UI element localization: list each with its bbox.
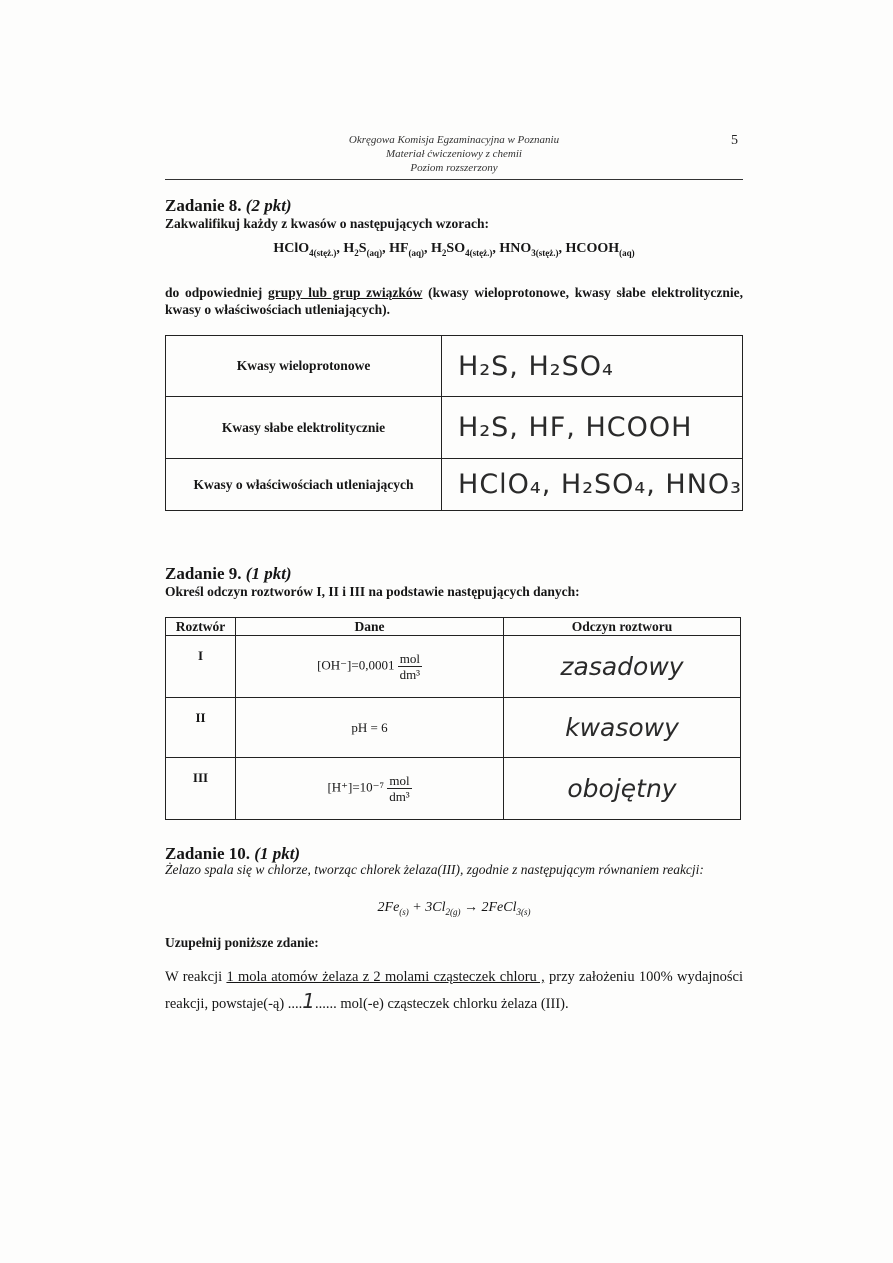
row-label: Kwasy słabe elektrolitycznie <box>166 397 442 459</box>
handwritten-answer[interactable]: zasadowy <box>504 636 741 698</box>
reaction-equation: $2Fe_{(s)} + 3Cl_{2(g)}$ → 2FeCl$_{3(s)}$ <box>377 900 531 917</box>
header-divider <box>165 179 743 180</box>
solution-id: III <box>166 758 236 820</box>
unit-fraction: $\frac{\text{mol}}{\text{dm³}}$ <box>389 773 410 804</box>
formula-hcooh: $HCOOH_{(aq)}$ <box>565 241 635 258</box>
task9-points: (1 pkt) <box>245 564 292 583</box>
task8-text-after: (kwasy wieloprotonowe, kwasy słabe elektrolitycznie, kwasy o właściwościach utleniających). <box>165 285 744 317</box>
task8-classification-text <box>165 284 743 318</box>
table-row <box>166 397 743 459</box>
task10-sentence: W reakcji 1 mola atomów żelaza z 2 molami cząsteczek chloru , przy założeniu 100% wydajności reakcji, powstaje(-ą) ....1...... mol(-e) cząsteczek chlorku żelaza (III). <box>165 969 744 1013</box>
table-row <box>166 636 741 698</box>
formula-h2s: $H_2S_{(aq)}$, <box>343 241 386 258</box>
task8-points: (2 pkt) <box>245 196 292 215</box>
table-row <box>166 698 741 758</box>
handwritten-answer[interactable]: H₂S, H₂SO₄ <box>442 336 743 397</box>
formula-hf: $HF_{(aq)}$, <box>389 241 428 258</box>
table-row <box>166 459 743 511</box>
task10-title-text: Zadanie 10. <box>165 844 251 863</box>
task9-title <box>165 564 292 584</box>
header-line-2: Materiał ćwiczeniowy z chemii <box>386 148 522 160</box>
col-header-solution: Roztwór <box>166 618 236 636</box>
table-header-row <box>166 618 741 636</box>
task9-table <box>165 617 741 820</box>
table-row <box>166 758 741 820</box>
header-line-3: Poziom rozszerzony <box>410 162 498 174</box>
formula-h2so4: $H_2SO_{4(stęż.)}$, <box>431 241 496 258</box>
task10-instruction: Uzupełnij poniższe zdanie: <box>165 935 319 950</box>
col-header-result: Odczyn roztworu <box>504 618 741 636</box>
solution-data <box>236 636 504 698</box>
formula-hno3: $HNO_{3(stęż.)}$, <box>499 241 562 258</box>
task8-answer-table <box>165 335 743 511</box>
task10-intro: Żelazo spala się w chlorze, tworząc chlorek żelaza(III), zgodnie z następującym równaniem reakcji: <box>165 862 704 877</box>
table-row <box>166 336 743 397</box>
solution-id: II <box>166 698 236 758</box>
solution-data <box>236 758 504 820</box>
task8-instruction: Zakwalifikuj każdy z kwasów o następujących wzorach: <box>165 216 490 231</box>
handwritten-answer[interactable]: kwasowy <box>504 698 741 758</box>
col-header-data: Dane <box>236 618 504 636</box>
page-number: 5 <box>731 133 738 148</box>
data-value: [H⁺]=10⁻⁷ <box>327 779 385 795</box>
page-header <box>165 133 743 175</box>
task8-title-text: Zadanie 8. <box>165 196 242 215</box>
sentence-underlined: 1 mola atomów żelaza z 2 molami cząsteczek chloru , <box>226 969 545 985</box>
row-label: Kwasy wieloprotonowe <box>166 336 442 397</box>
handwritten-answer[interactable]: HClO₄, H₂SO₄, HNO₃ <box>442 459 743 511</box>
task8-text-before: do odpowiedniej <box>165 285 263 300</box>
formula-hclo4: HClO$_{4(stęż.)}$, <box>273 241 340 258</box>
task8-text-underlined: grupy lub grup związków <box>267 285 423 300</box>
solution-id: I <box>166 636 236 698</box>
handwritten-answer[interactable]: H₂S, HF, HCOOH <box>442 397 743 459</box>
task10-points: (1 pkt) <box>254 844 301 863</box>
handwritten-answer[interactable]: obojętny <box>504 758 741 820</box>
solution-data: pH = 6 <box>236 698 504 758</box>
unit-fraction: $\frac{\text{mol}}{\text{dm³}}$ <box>399 651 421 682</box>
row-label: Kwasy o właściwościach utleniających <box>166 459 442 511</box>
task8-title <box>165 196 292 216</box>
data-value: [OH⁻]=0,0001 <box>317 657 395 673</box>
task8-formulas <box>165 241 743 258</box>
task9-title-text: Zadanie 9. <box>165 564 242 583</box>
handwritten-answer[interactable]: 1 <box>302 989 316 1013</box>
header-line-1: Okręgowa Komisja Egzaminacyjna w Poznaniu <box>348 134 560 146</box>
task9-instruction: Określ odczyn roztworów I, II i III na podstawie następujących danych: <box>165 584 580 599</box>
